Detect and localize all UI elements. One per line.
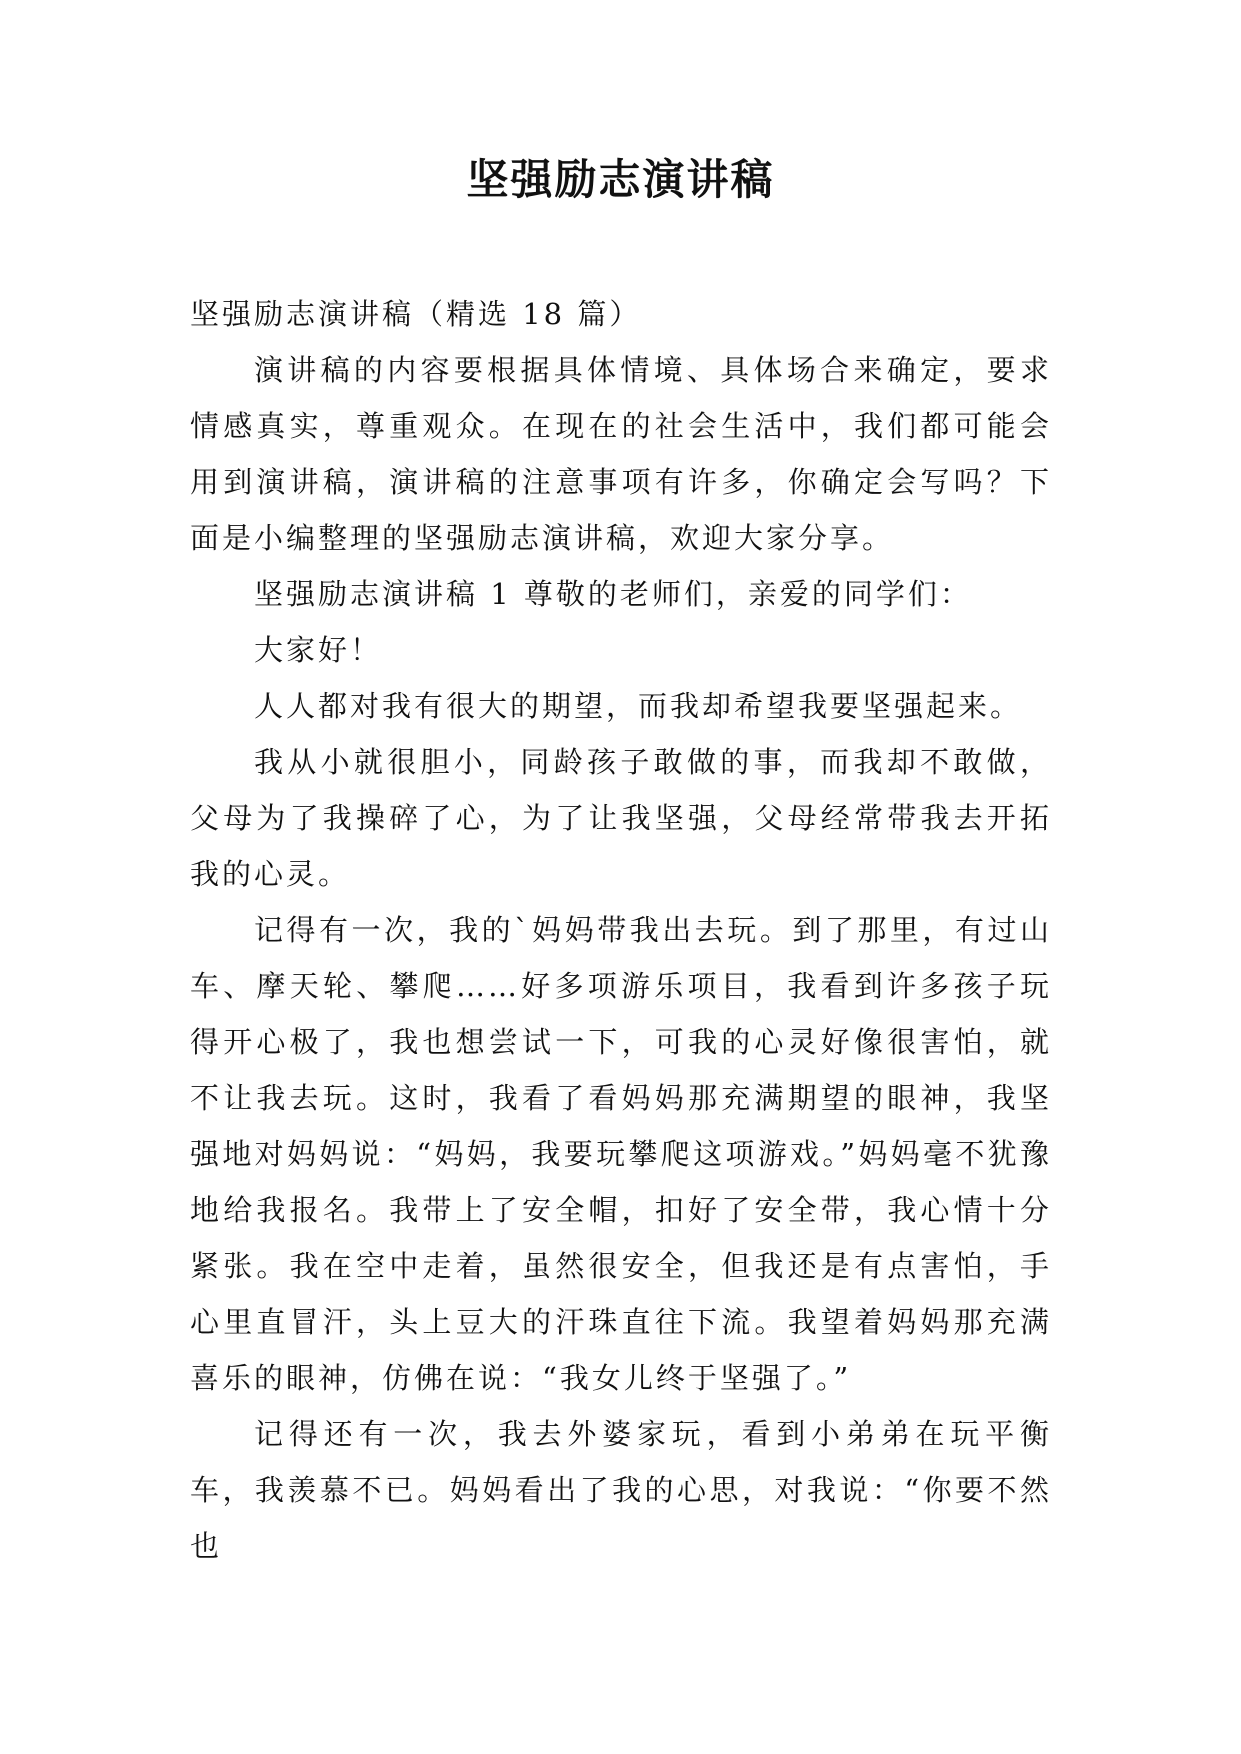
paragraph-amusement-park: 记得有一次，我的`妈妈带我出去玩。到了那里，有过山车、摩天轮、攀爬……好多项游乐项目，我看到许多孩子玩得开心极了，我也想尝试一下，可我的心灵好像很害怕，就不让我去玩。这时，我看了看妈妈那充满期望的眼神，我坚强地对妈妈说：“妈妈，我要玩攀爬这项游戏。”妈妈毫不犹豫地给我报名。我带上了安全帽，扣好了安全带，我心情十分紧张。我在空中走着，虽然很安全，但我还是有点害怕，手心里直冒汗，头上豆大的汗珠直往下流。我望着妈妈那充满喜乐的眼神，仿佛在说：“我女儿终于坚强了。”	[190, 913, 1052, 1395]
paragraph-expectation: 人人都对我有很大的期望，而我却希望我要坚强起来。	[254, 689, 1023, 723]
paragraph-grandma-visit: 记得还有一次，我去外婆家玩，看到小弟弟在玩平衡车，我羡慕不已。妈妈看出了我的心思，对我说：“你要不然也	[190, 1417, 1052, 1563]
paragraph-childhood: 我从小就很胆小，同龄孩子敢做的事，而我却不敢做，父母为了我操碎了心，为了让我坚强，父母经常带我去开拓我的心灵。	[190, 745, 1052, 891]
paragraph-intro: 演讲稿的内容要根据具体情境、具体场合来确定，要求情感真实，尊重观众。在现在的社会生活中，我们都可能会用到演讲稿，演讲稿的注意事项有许多，你确定会写吗？下面是小编整理的坚强励志演讲稿，欢迎大家分享。	[190, 353, 1052, 555]
paragraph-subtitle: 坚强励志演讲稿（精选 18 篇）	[190, 297, 642, 331]
document-body	[190, 286, 1052, 1574]
paragraph-speech-heading: 坚强励志演讲稿 1 尊敬的老师们，亲爱的同学们：	[254, 577, 972, 611]
paragraph-greeting: 大家好！	[254, 633, 383, 667]
document-title: 坚强励志演讲稿	[466, 155, 775, 204]
